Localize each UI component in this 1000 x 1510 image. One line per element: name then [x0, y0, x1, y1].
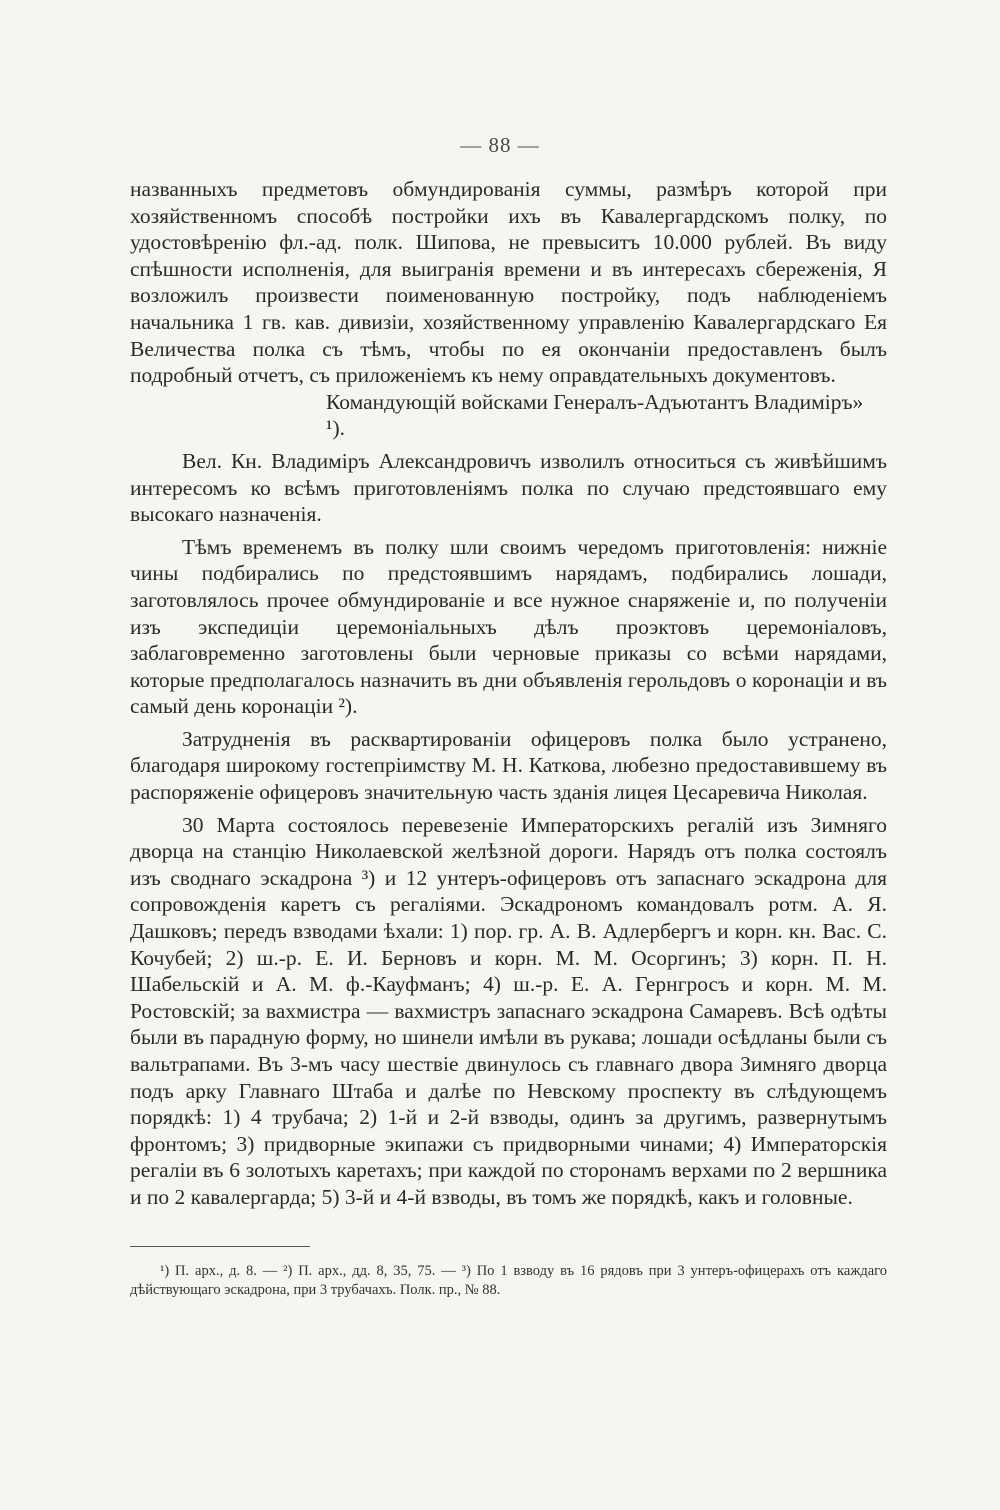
paragraph: Тѣмъ временемъ въ полку шли своимъ чередомъ приготовленія: нижніе чины подбирались по предстоявшимъ нарядамъ, подбирались лошади, заготовлялось прочее обмундированіе и все нужное снаряженіе и, по полученіи изъ экспедиціи церемоніальныхъ дѣлъ проэктовъ церемоніаловъ, заблаговременно заготовлены были черновые приказы со всѣми нарядами, которые предполагалось назначить въ дни объявленія герольдовъ о коронаціи и въ самый день коронаціи ²). [130, 534, 887, 719]
footnotes [130, 1262, 887, 1300]
paragraph: Затрудненія въ расквартированіи офицеровъ полка было устранено, благодаря широкому гостепріимству М. Н. Каткова, любезно предоставившему въ распоряженіе офицеровъ значительную часть зданія лицея Цесаревича Николая. [130, 726, 887, 805]
body-text [130, 176, 887, 1211]
page-number: — 88 — [460, 133, 540, 157]
footnote-divider [130, 1246, 310, 1247]
footnote-text: ¹) П. арх., д. 8. — ²) П. арх., дд. 8, 35, 75. — ³) По 1 взводу въ 16 рядовъ при 3 унтеръ-офицерахъ отъ каждаго дѣйствующаго эскадрона, при 3 трубачахъ. Полк. пр., № 88. [130, 1263, 887, 1298]
signature-line: Командующій войсками Генералъ-Адъютантъ Владиміръ» ¹). [326, 389, 864, 441]
paragraph-continued: названныхъ предметовъ обмундированія суммы, размѣръ которой при хозяйственномъ способѣ постройки ихъ въ Кавалергардскомъ полку, по удостовѣренію фл.-ад. полк. Шипова, не превыситъ 10.000 рублей. Въ виду спѣшности исполненія, для выигранія времени и въ интересахъ сбереженія, Я возложилъ произвести поименованную постройку, подъ наблюденіемъ начальника 1 гв. кав. дивизіи, хозяйственному управленію Кавалергардскаго Ея Величества полка съ тѣмъ, чтобы по ея окончаніи предоставленъ былъ подробный отчетъ, съ приложеніемъ къ нему оправдательныхъ документовъ. [130, 177, 887, 388]
paragraph: Вел. Кн. Владиміръ Александровичъ изволилъ относиться съ живѣйшимъ интересомъ ко всѣмъ приготовленіямъ полка по случаю предстоявшаго ему высокаго назначенія. [130, 448, 887, 527]
paragraph: 30 Марта состоялось перевезеніе Императорскихъ регалій изъ Зимняго дворца на станцію Николаевской желѣзной дороги. Нарядъ отъ полка состоялъ изъ своднаго эскадрона ³) и 12 унтеръ-офицеровъ отъ запаснаго эскадрона для сопровожденія каретъ съ регаліями. Эскадрономъ командовалъ ротм. А. Я. Дашковъ; передъ взводами ѣхали: 1) пор. гр. А. В. Адлербергъ и корн. кн. Вас. С. Кочубей; 2) ш.-р. Е. И. Берновъ и корн. М. М. Осоргинъ; 3) корн. П. Н. Шабельскій и А. М. ф.-Кауфманъ; 4) ш.-р. Е. А. Гернгросъ и корн. М. М. Ростовскій; за вахмистра — вахмистръ запаснаго эскадрона Самаревъ. Всѣ одѣты были въ парадную форму, но шинели имѣли въ рукава; лошади осѣдланы были съ вальтрапами. Въ 3-мъ часу шествіе двинулось съ главнаго двора Зимняго дворца подъ арку Главнаго Штаба и далѣе по Невскому проспекту въ слѣдующемъ порядкѣ: 1) 4 трубача; 2) 1-й и 2-й взводы, одинъ за другимъ, развернутымъ фронтомъ; 3) придворные экипажи съ придворными чинами; 4) Императорскія регаліи въ 6 золотыхъ каретахъ; при каждой по сторонамъ верхами по 2 вершника и по 2 кавалергарда; 5) 3-й и 4-й взводы, въ томъ же порядкѣ, какъ и головные. [130, 812, 887, 1209]
